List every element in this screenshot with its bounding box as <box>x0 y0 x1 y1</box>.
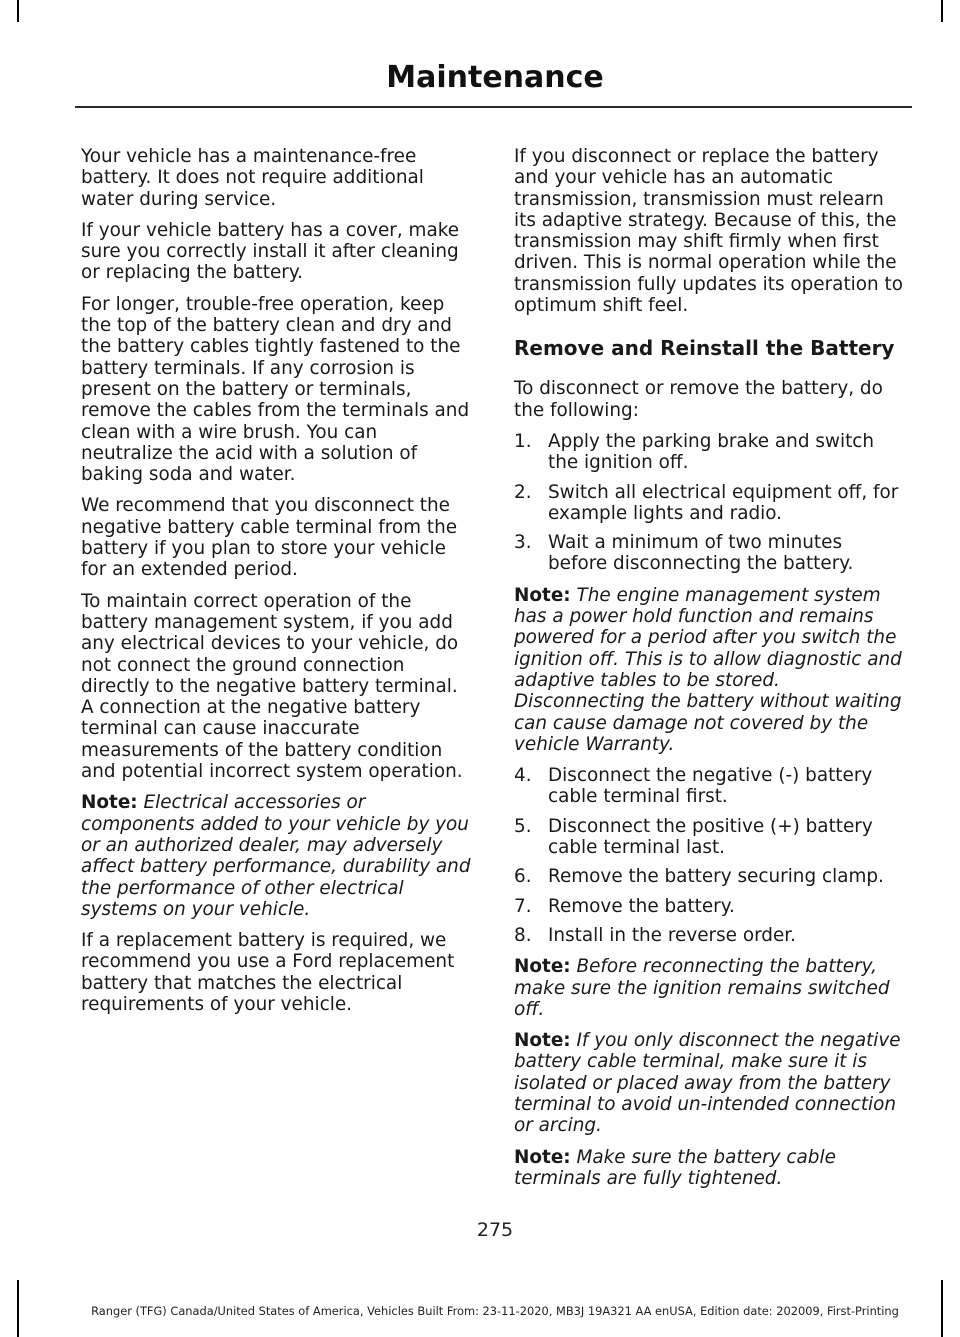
note-text: Electrical accessories or components added to your vehicle by you or an authorized dealer, may adversely affect battery performance, durability and the performance of other electrical systems on your vehicle. <box>81 792 471 920</box>
note <box>514 1030 907 1136</box>
paragraph: For longer, trouble-free operation, keep the top of the battery clean and dry and the battery cables tightly fastened to the battery terminals. If any corrosion is present on the battery or terminals, remove the cables from the terminals and clean with a wire brush. You can neutralize the acid with a solution of baking soda and water. <box>81 293 470 486</box>
note-text: Before reconnecting the battery, make sure the ignition remains switched off. <box>514 956 890 1020</box>
step-text: Switch all electrical equipment off, for example lights and radio. <box>548 481 899 524</box>
note-label: Note: <box>514 1030 571 1052</box>
note-text: If you only disconnect the negative battery cable terminal, make sure it is isolated or placed away from the battery terminal to avoid un-intended connection or arcing. <box>514 1030 901 1137</box>
step-text: Disconnect the positive (+) battery cable terminal last. <box>548 815 873 859</box>
step-number: 8. <box>514 924 532 946</box>
right-column <box>514 146 907 1199</box>
step-number: 1. <box>514 430 532 452</box>
step-text: Disconnect the negative (-) battery cable terminal first. <box>548 765 873 808</box>
steps-list-a <box>514 431 907 575</box>
page-number: 275 <box>476 1219 514 1241</box>
step-text: Remove the battery securing clamp. <box>548 866 884 888</box>
list-item <box>514 765 907 808</box>
note <box>514 956 907 1020</box>
step-number: 4. <box>514 765 532 787</box>
header-divider <box>75 106 912 108</box>
step-text: Wait a minimum of two minutes before disconnecting the battery. <box>548 532 854 575</box>
list-item <box>514 866 907 887</box>
paragraph: We recommend that you disconnect the negative battery cable terminal from the battery if you plan to store your vehicle for an extended period. <box>81 495 458 581</box>
list-item <box>514 431 907 474</box>
step-text: Install in the reverse order. <box>548 924 797 946</box>
step-number: 2. <box>514 481 532 503</box>
note-text: Make sure the battery cable terminals are fully tightened. <box>514 1146 836 1189</box>
note-text: The engine management system has a power hold function and remains powered for a period after you switch the ignition off. This is to allow diagnostic and adaptive tables to be stored. Disconnecting the battery without waiting can cause damage not covered by the vehicle Warranty. <box>514 584 902 755</box>
section-heading: Remove and Reinstall the Battery <box>514 336 895 361</box>
note-label: Note: <box>514 956 571 978</box>
note <box>81 792 474 920</box>
step-text: Apply the parking brake and switch the ignition off. <box>548 430 875 474</box>
list-item <box>514 816 907 859</box>
note <box>514 585 907 755</box>
step-number: 5. <box>514 815 532 837</box>
note-label: Note: <box>514 1146 571 1168</box>
note <box>514 1147 907 1190</box>
step-text: Remove the battery. <box>548 895 735 917</box>
list-item <box>514 896 907 917</box>
list-item <box>514 925 907 946</box>
footer-text: Ranger (TFG) Canada/United States of America, Vehicles Built From: 23-11-2020, MB3J 19A321 AA enUSA, Edition date: 202009, First-Printing <box>91 1304 899 1318</box>
paragraph: To maintain correct operation of the battery management system, if you add any electrical devices to your vehicle, do not connect the ground connection directly to the negative battery terminal. A connection at the negative battery terminal can cause inaccurate measurements of the battery condition and potential incorrect system operation. <box>81 590 463 783</box>
step-number: 6. <box>514 866 532 888</box>
crop-mark-top-right <box>941 0 943 22</box>
left-column <box>81 146 474 1025</box>
step-number: 3. <box>514 532 532 554</box>
note-label: Note: <box>514 584 571 606</box>
step-number: 7. <box>514 895 532 917</box>
list-item <box>514 482 907 525</box>
paragraph: If you disconnect or replace the battery and your vehicle has an automatic transmission, transmission must relearn its adaptive strategy. Because of this, the transmission may shift firmly when first driven. This is normal operation while the transmission fully updates its operation to optimum shift feel. <box>514 146 903 317</box>
paragraph: If a replacement battery is required, we recommend you use a Ford replacement battery that matches the electrical requirements of your vehicle. <box>81 930 455 1015</box>
crop-mark-top-left <box>17 0 19 22</box>
paragraph: Your vehicle has a maintenance-free battery. It does not require additional water during service. <box>81 146 424 210</box>
paragraph: To disconnect or remove the battery, do the following: <box>514 378 883 421</box>
note-label: Note: <box>81 792 138 814</box>
paragraph: If your vehicle battery has a cover, make sure you correctly install it after cleaning or replacing the battery. <box>81 219 460 284</box>
steps-list-b <box>514 765 907 946</box>
page-title: Maintenance <box>386 60 604 95</box>
list-item <box>514 532 907 575</box>
